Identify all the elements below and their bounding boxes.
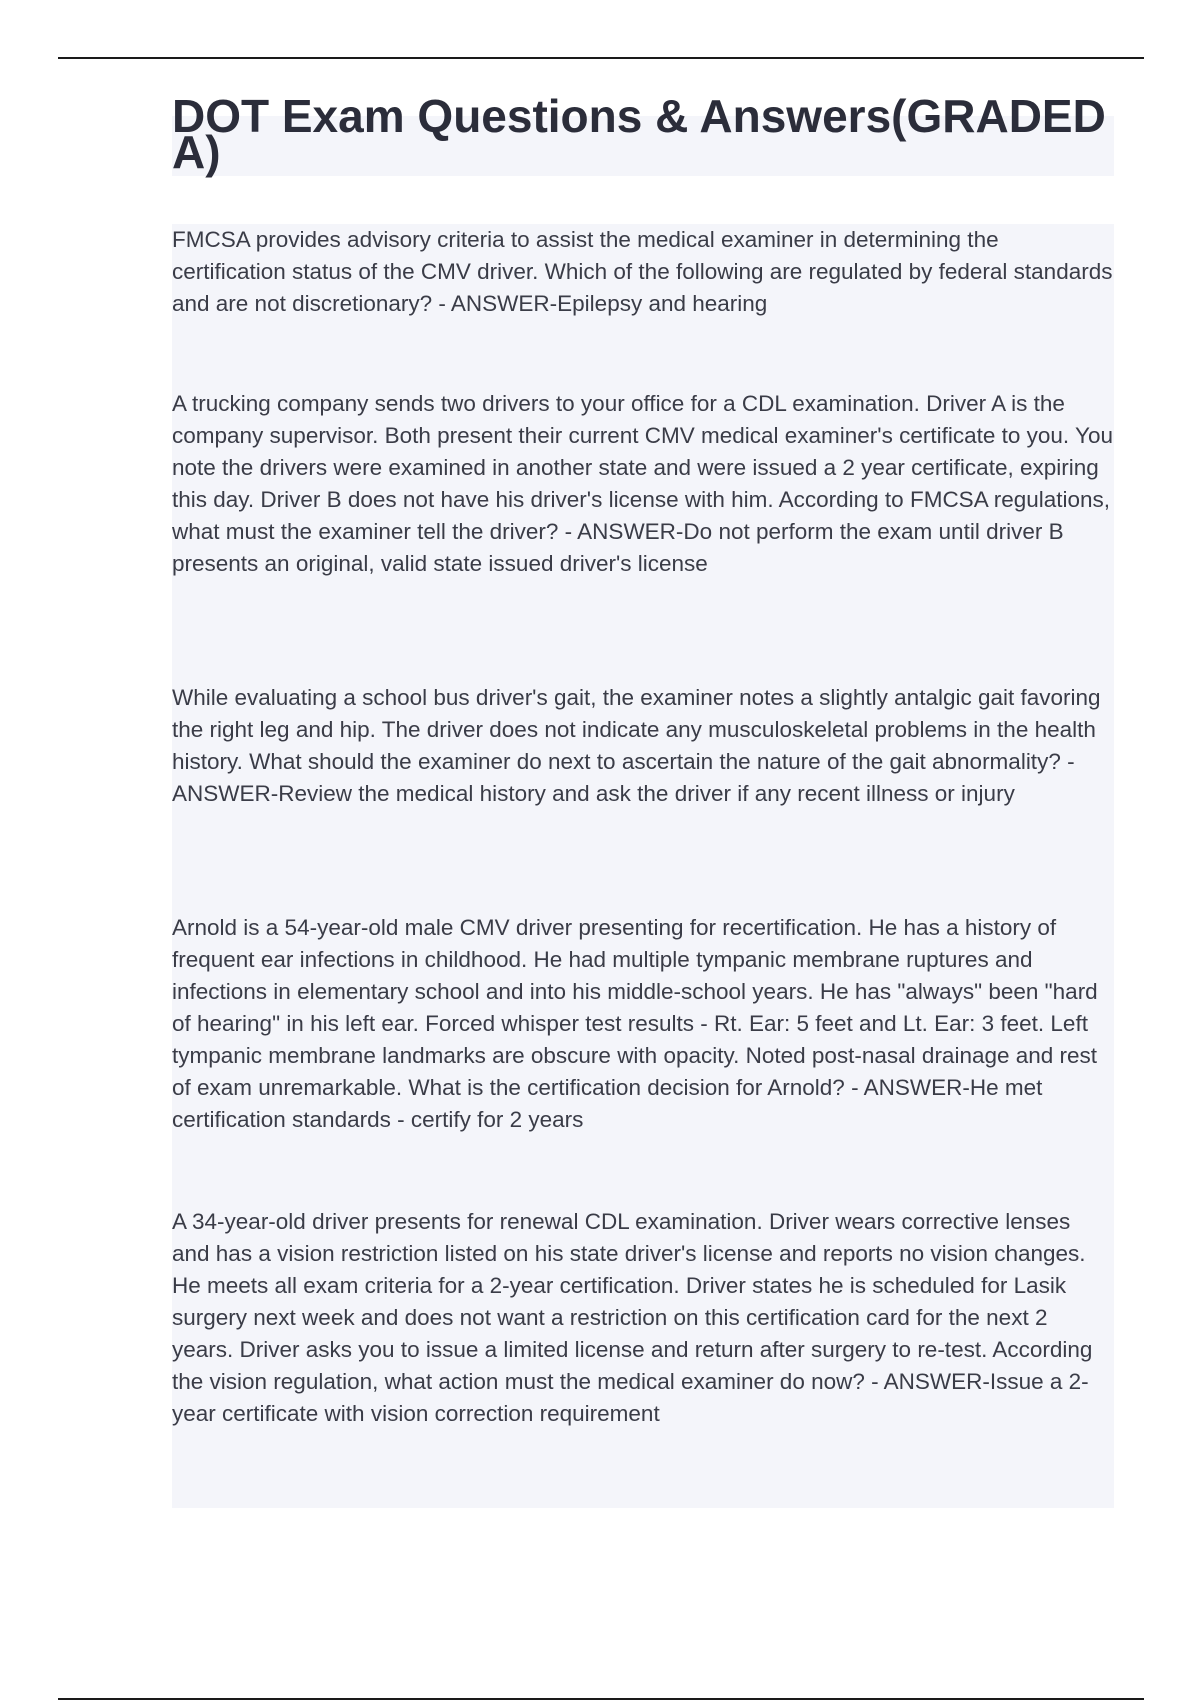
- question-answer-3: While evaluating a school bus driver's gait, the examiner notes a slightly antalgic gait favoring the right leg and hip. The driver does not indicate any musculoskeletal problems in the health history. What should the examiner do next to ascertain the nature of the gait abnormality? - ANSWER-Review the medical history and ask the driver if any recent illness or injury: [172, 685, 1101, 806]
- page-title: DOT Exam Questions & Answers(GRADED A): [172, 90, 1106, 178]
- question-answer-2: A trucking company sends two drivers to your office for a CDL examination. Driver A is the company supervisor. Both present their current CMV medical examiner's certificate to you. You note the drivers were examined in another state and were issued a 2 year certificate, expiring this day. Driver B does not have his driver's license with him. According to FMCSA regulations, what must the examiner tell the driver? - ANSWER-Do not perform the exam until driver B presents an original, valid state issued driver's license: [172, 391, 1113, 576]
- question-answer-4: Arnold is a 54-year-old male CMV driver presenting for recertification. He has a history of frequent ear infections in childhood. He had multiple tympanic membrane ruptures and infections in elementary school and into his middle-school years. He has "always" been "hard of hearing" in his left ear. Forced whisper test results - Rt. Ear: 5 feet and Lt. Ear: 3 feet. Left tympanic membrane landmarks are obscure with opacity. Noted post-nasal drainage and rest of exam unremarkable. What is the certification decision for Arnold? - ANSWER-He met certification standards - certify for 2 years: [172, 915, 1098, 1132]
- question-answer-1: FMCSA provides advisory criteria to assist the medical examiner in determining the certification status of the CMV driver. Which of the following are regulated by federal standards and are not discretionary? - ANSWER-Epilepsy and hearing: [172, 227, 1113, 316]
- document-body: [172, 224, 1114, 1508]
- top-rule: [58, 57, 1144, 59]
- question-answer-5: A 34-year-old driver presents for renewal CDL examination. Driver wears corrective lenses and has a vision restriction listed on his state driver's license and reports no vision changes. He meets all exam criteria for a 2-year certification. Driver states he is scheduled for Lasik surgery next week and does not want a restriction on this certification card for the next 2 years. Driver asks you to issue a limited license and return after surgery to re-test. According the vision regulation, what action must the medical examiner do now? - ANSWER-Issue a 2-year certificate with vision correction requirement: [172, 1209, 1093, 1426]
